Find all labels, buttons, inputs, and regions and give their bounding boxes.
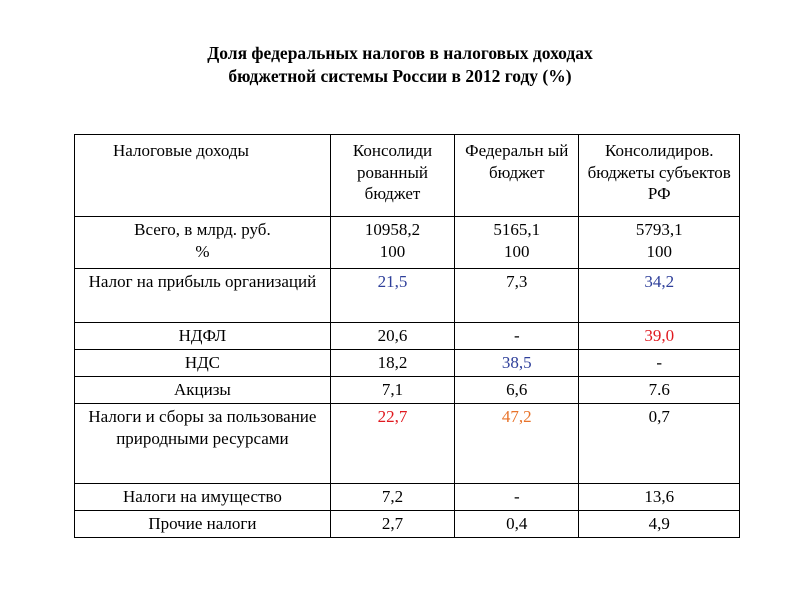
title-line-2: бюджетной системы России в 2012 году (%) xyxy=(228,66,572,86)
row-label: Всего, в млрд. руб. % xyxy=(75,217,331,269)
title-line-1: Доля федеральных налогов в налоговых доходах xyxy=(207,43,593,63)
table-row xyxy=(75,484,740,511)
table-cell: 2,7 xyxy=(330,511,454,538)
row-label: Акцизы xyxy=(75,377,331,404)
table-row xyxy=(75,404,740,484)
row-label: Налог на прибыль организаций xyxy=(75,269,331,323)
row-label: Налоги и сборы за пользование природными ресурсами xyxy=(75,404,331,484)
table-cell: 18,2 xyxy=(330,350,454,377)
table-cell: 20,6 xyxy=(330,323,454,350)
tax-share-table xyxy=(74,134,740,538)
row-label: НДФЛ xyxy=(75,323,331,350)
header-federal-budget: Федеральн ый бюджет xyxy=(455,135,579,217)
header-regional-budgets: Консолидиров. бюджеты субъектов РФ xyxy=(579,135,740,217)
header-consolidated-budget: Консолиди рованный бюджет xyxy=(330,135,454,217)
table-cell: 34,2 xyxy=(579,269,740,323)
page-title xyxy=(0,42,800,88)
table-cell: 10958,2 100 xyxy=(330,217,454,269)
table-cell: 13,6 xyxy=(579,484,740,511)
table-cell: - xyxy=(455,484,579,511)
table-cell: 0,7 xyxy=(579,404,740,484)
table-cell: 39,0 xyxy=(579,323,740,350)
table-cell: 7,2 xyxy=(330,484,454,511)
table-cell: - xyxy=(455,323,579,350)
header-tax-revenues: Налоговые доходы xyxy=(75,135,331,217)
table-body xyxy=(75,217,740,538)
table-row xyxy=(75,217,740,269)
table-cell: 22,7 xyxy=(330,404,454,484)
table-cell: 0,4 xyxy=(455,511,579,538)
table-cell: 5165,1 100 xyxy=(455,217,579,269)
table-cell: 5793,1 100 xyxy=(579,217,740,269)
table-cell: - xyxy=(579,350,740,377)
table-cell: 4,9 xyxy=(579,511,740,538)
row-label: Прочие налоги xyxy=(75,511,331,538)
table-cell: 7,3 xyxy=(455,269,579,323)
row-label: Налоги на имущество xyxy=(75,484,331,511)
table-cell: 6,6 xyxy=(455,377,579,404)
row-label: НДС xyxy=(75,350,331,377)
table-cell: 21,5 xyxy=(330,269,454,323)
table-row xyxy=(75,269,740,323)
table-cell: 7.6 xyxy=(579,377,740,404)
table-row xyxy=(75,511,740,538)
table-cell: 38,5 xyxy=(455,350,579,377)
table-cell: 47,2 xyxy=(455,404,579,484)
table-cell: 7,1 xyxy=(330,377,454,404)
table-header-row xyxy=(75,135,740,217)
table-row xyxy=(75,323,740,350)
table-row xyxy=(75,350,740,377)
table-row xyxy=(75,377,740,404)
